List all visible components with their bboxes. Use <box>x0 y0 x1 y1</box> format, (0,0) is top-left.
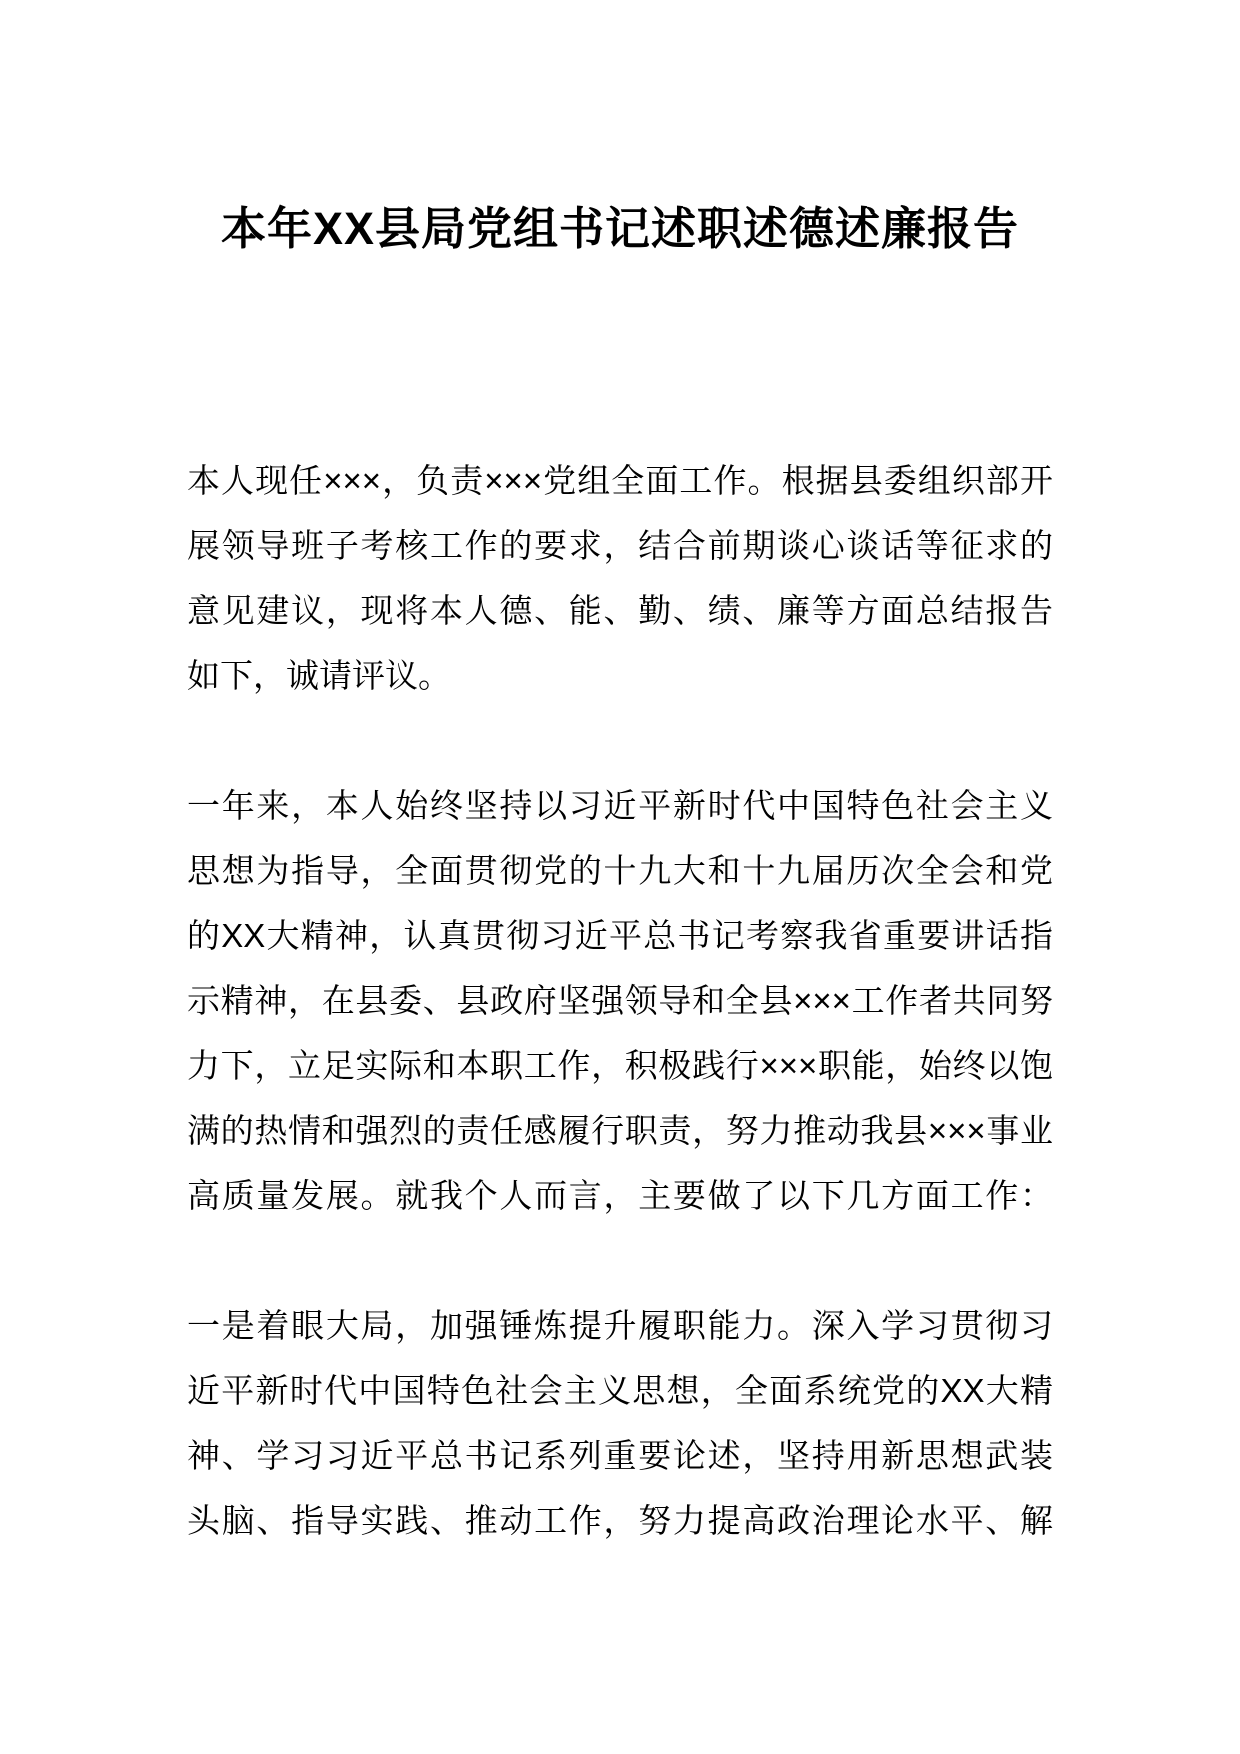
paragraph-3-line-4: 头脑、指导实践、推动工作，努力提高政治理论水平、解 <box>187 1502 1053 1539</box>
paragraph-1 <box>187 448 1053 708</box>
paragraph-2-line-4: 示精神，在县委、县政府坚强领导和全县×××工作者共同努 <box>187 982 1053 1019</box>
paragraph-1-line-1: 本人现任×××，负责×××党组全面工作。根据县委组织部开 <box>187 462 1053 499</box>
paragraph-2 <box>187 773 1053 1228</box>
paragraph-2-line-3: 的XX大精神，认真贯彻习近平总书记考察我省重要讲话指 <box>187 917 1053 954</box>
paragraph-2-line-6: 满的热情和强烈的责任感履行职责，努力推动我县×××事业 <box>187 1112 1053 1149</box>
paragraph-2-line-1: 一年来，本人始终坚持以习近平新时代中国特色社会主义 <box>187 787 1053 824</box>
paragraph-2-line-5: 力下，立足实际和本职工作，积极践行×××职能，始终以饱 <box>187 1047 1053 1084</box>
paragraph-2-line-7: 高质量发展。就我个人而言，主要做了以下几方面工作： <box>187 1177 1053 1214</box>
paragraph-3 <box>187 1293 1053 1553</box>
paragraph-3-line-3: 神、学习习近平总书记系列重要论述，坚持用新思想武装 <box>187 1437 1053 1474</box>
paragraph-2-line-2: 思想为指导，全面贯彻党的十九大和十九届历次全会和党 <box>187 852 1053 889</box>
paragraph-1-line-2: 展领导班子考核工作的要求，结合前期谈心谈话等征求的 <box>187 527 1053 564</box>
paragraph-3-line-1: 一是着眼大局，加强锤炼提升履职能力。深入学习贯彻习 <box>187 1307 1053 1344</box>
document-title: 本年XX县局党组书记述职述德述廉报告 <box>220 203 1020 254</box>
paragraph-1-line-3: 意见建议，现将本人德、能、勤、绩、廉等方面总结报告 <box>187 592 1053 629</box>
paragraph-3-line-2: 近平新时代中国特色社会主义思想，全面系统党的XX大精 <box>187 1372 1053 1409</box>
paragraph-1-line-4: 如下，诚请评议。 <box>187 657 451 694</box>
document-body <box>187 448 1053 1553</box>
